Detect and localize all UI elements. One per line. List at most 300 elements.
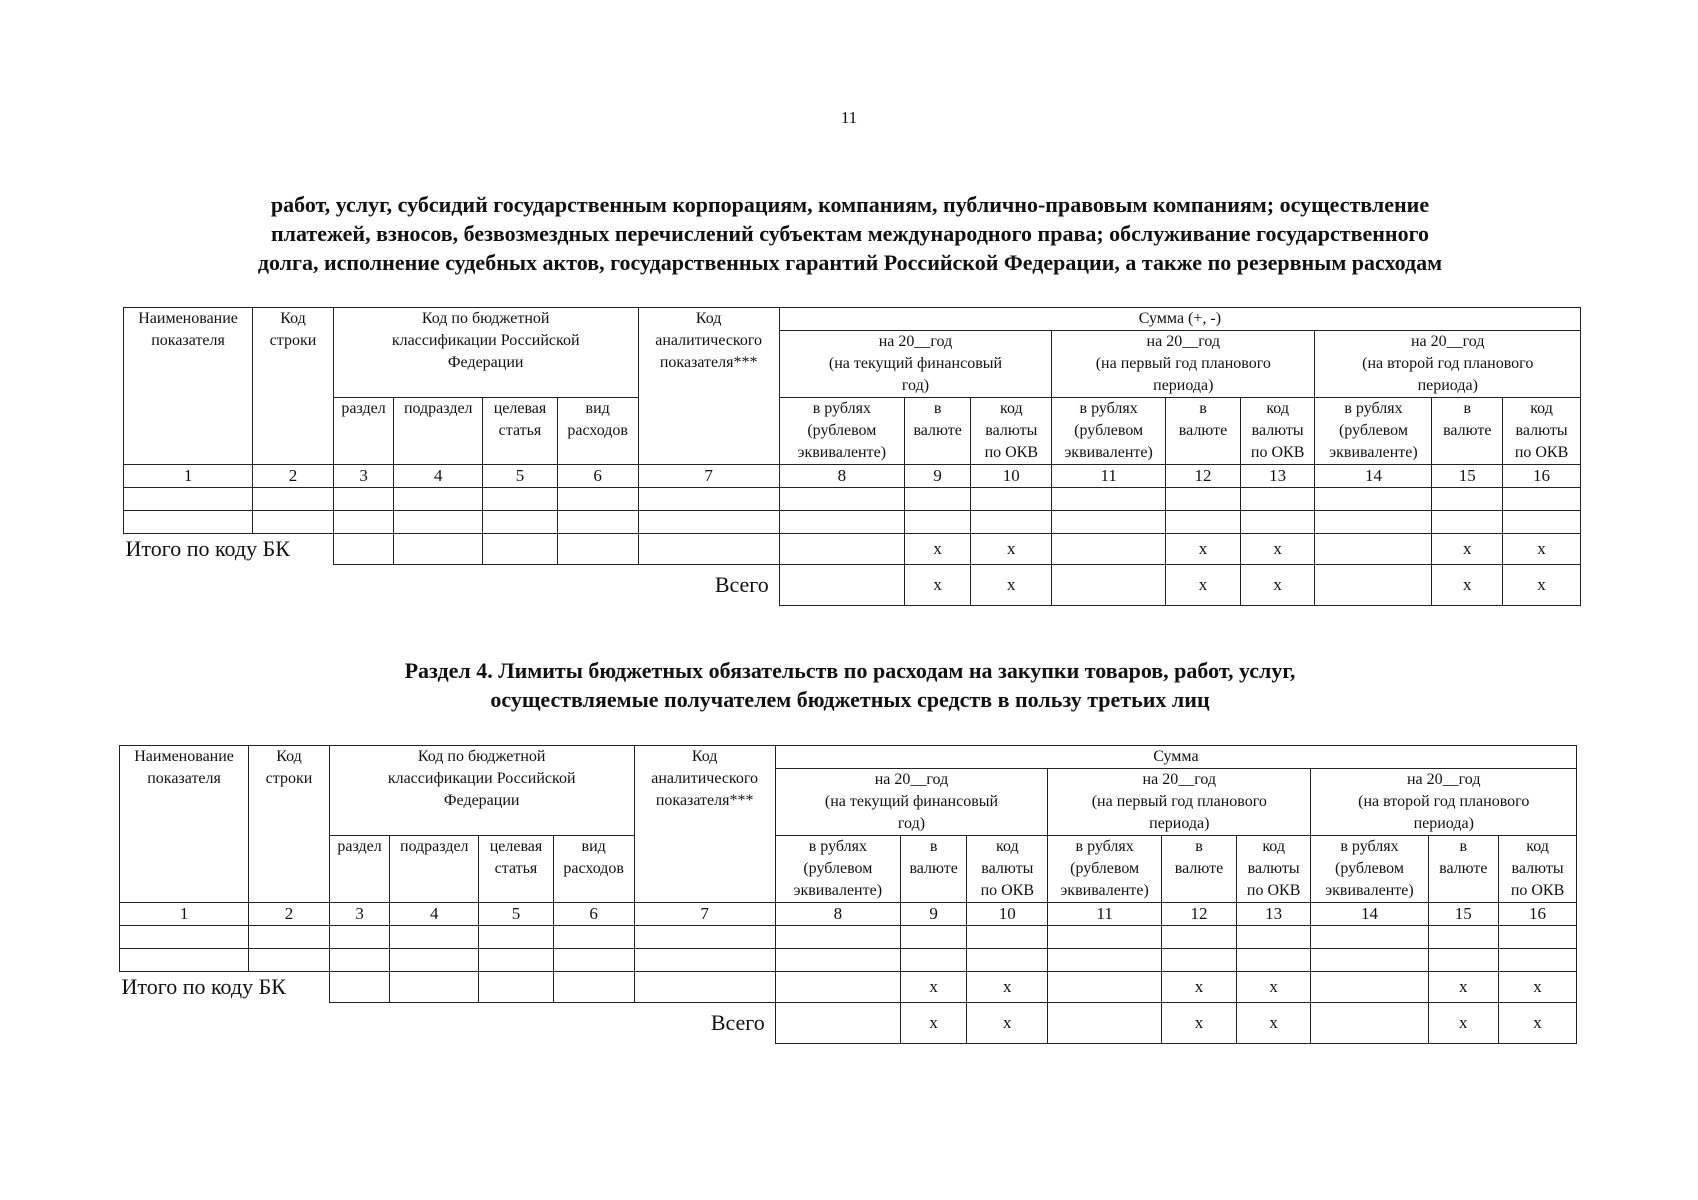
- header-amount-sub-line: по ОКВ: [984, 444, 1039, 461]
- header-year-2-line: периода): [1149, 815, 1210, 832]
- header-amount-sub-line: валюте: [1178, 422, 1228, 439]
- data-cell: [1240, 488, 1315, 511]
- header-row-code: [249, 746, 330, 903]
- data-cell: [634, 949, 775, 972]
- header-amount-sub-line: валюты: [981, 860, 1034, 877]
- data-cell: [634, 926, 775, 949]
- column-number: 8: [775, 903, 900, 926]
- heading-line: осуществляемые получателем бюджетных средств в пользу третьих лиц: [490, 687, 1210, 712]
- header-indicator-name-line: показателя: [147, 770, 221, 787]
- header-sum: Сумма (+, -): [779, 308, 1580, 331]
- column-number: 7: [634, 903, 775, 926]
- data-cell: [390, 949, 479, 972]
- header-year-1-line: год): [897, 815, 926, 832]
- data-cell: [557, 534, 638, 565]
- header-amount-sub: [1311, 836, 1428, 903]
- header-bk-sub: [483, 398, 558, 465]
- column-number: 5: [479, 903, 554, 926]
- data-cell: [1166, 511, 1241, 534]
- data-cell: [1432, 488, 1503, 511]
- header-amount-sub-line: в: [1195, 838, 1203, 855]
- x-mark: x: [967, 1003, 1048, 1044]
- x-mark: x: [1166, 534, 1241, 565]
- section-heading-continued: [110, 190, 1590, 277]
- column-number: 9: [900, 903, 967, 926]
- header-analytic-code: [634, 746, 775, 903]
- column-number: 1: [124, 465, 253, 488]
- header-analytic-code-line: аналитического: [655, 332, 763, 349]
- header-year-3-line: периода): [1417, 377, 1478, 394]
- column-number: 10: [967, 903, 1048, 926]
- header-amount-sub-line: код: [1266, 400, 1289, 417]
- column-number: 13: [1236, 903, 1311, 926]
- header-year-2: [1048, 769, 1311, 836]
- column-number: 12: [1162, 903, 1237, 926]
- header-indicator-name: [124, 308, 253, 465]
- column-number: 6: [553, 903, 634, 926]
- header-bk-sub: [333, 398, 394, 465]
- header-amount-sub-line: эквиваленте): [793, 882, 883, 899]
- header-amount-sub-line: код: [1262, 838, 1285, 855]
- header-bk-code-line: Код по бюджетной: [417, 748, 546, 765]
- header-amount-sub: [775, 836, 900, 903]
- data-cell: [1311, 972, 1428, 1003]
- data-cell: [1162, 926, 1237, 949]
- column-number: 7: [638, 465, 779, 488]
- column-number: 15: [1432, 465, 1503, 488]
- total-by-bk-label: Итого по коду БК: [125, 536, 290, 562]
- header-row-code-line: Код: [276, 748, 302, 765]
- header-amount-sub-line: (рублевом: [807, 422, 877, 439]
- header-analytic-code-line: Код: [695, 310, 722, 327]
- column-number: 3: [329, 903, 390, 926]
- column-number-row: [120, 903, 1577, 926]
- header-amount-sub-line: в рублях: [1340, 838, 1399, 855]
- heading-line: Раздел 4. Лимиты бюджетных обязательств по расходам на закупки товаров, работ, услуг,: [404, 658, 1296, 683]
- header-year-1-line: (на текущий финансовый: [828, 355, 1003, 372]
- data-cell: [483, 534, 558, 565]
- header-amount-sub: [904, 398, 971, 465]
- data-cell: [553, 949, 634, 972]
- header-analytic-code-line: показателя***: [655, 792, 754, 809]
- header-amount-sub-line: по ОКВ: [1250, 444, 1305, 461]
- header-amount-sub-line: валюте: [1439, 860, 1488, 877]
- data-cell: [394, 511, 483, 534]
- column-number: 14: [1311, 903, 1428, 926]
- header-row: [124, 398, 1581, 465]
- header-amount-sub: [1503, 398, 1581, 465]
- header-amount-sub-line: (рублевом: [1070, 860, 1140, 877]
- column-number: 5: [483, 465, 558, 488]
- header-amount-sub-line: валюте: [1174, 860, 1224, 877]
- data-cell: [900, 926, 967, 949]
- header-amount-sub-line: валюты: [1515, 422, 1568, 439]
- data-cell: [779, 488, 904, 511]
- data-cell: [1428, 926, 1499, 949]
- data-cell: [638, 488, 779, 511]
- data-cell: [775, 1003, 900, 1044]
- header-amount-sub-line: в: [1199, 400, 1207, 417]
- x-mark: x: [1240, 565, 1315, 606]
- data-cell: [120, 949, 249, 972]
- data-cell: [1048, 1003, 1162, 1044]
- table-row: [124, 511, 1581, 534]
- data-cell: [483, 488, 558, 511]
- header-bk-sub-line: раздел: [341, 400, 386, 417]
- data-cell: [1048, 926, 1162, 949]
- x-mark: x: [900, 1003, 967, 1044]
- data-cell: [1052, 565, 1166, 606]
- data-cell: [1315, 488, 1432, 511]
- header-bk-sub-line: подраздел: [403, 400, 473, 417]
- x-mark: x: [967, 972, 1048, 1003]
- column-number: 15: [1428, 903, 1499, 926]
- data-cell: [253, 511, 334, 534]
- header-year-3-line: на 20__год: [1406, 771, 1481, 788]
- data-cell: [557, 488, 638, 511]
- x-mark: x: [971, 534, 1052, 565]
- header-amount-sub-line: валюты: [985, 422, 1038, 439]
- header-amount-sub: [1236, 836, 1311, 903]
- header-bk-sub: [557, 398, 638, 465]
- data-cell: [124, 511, 253, 534]
- header-bk-sub-line: раздел: [337, 838, 382, 855]
- data-cell: [390, 926, 479, 949]
- data-cell: [971, 488, 1052, 511]
- data-cell: [1311, 926, 1428, 949]
- data-cell: [479, 926, 554, 949]
- data-cell: [249, 949, 330, 972]
- data-cell: [483, 511, 558, 534]
- header-amount-sub-line: код: [995, 838, 1019, 855]
- header-year-2-line: (на первый год планового: [1091, 793, 1267, 810]
- header-year-3-line: (на второй год планового: [1358, 793, 1530, 810]
- header-amount-sub-line: валюте: [1443, 422, 1492, 439]
- column-number: 13: [1240, 465, 1315, 488]
- header-amount-sub-line: по ОКВ: [1246, 882, 1301, 899]
- x-mark: x: [1432, 534, 1503, 565]
- header-amount-sub: [1166, 398, 1241, 465]
- header-amount-sub: [1315, 398, 1432, 465]
- column-number: 1: [120, 903, 249, 926]
- header-amount-sub: [1162, 836, 1237, 903]
- header-amount-sub-line: эквиваленте): [797, 444, 887, 461]
- header-bk-sub: [479, 836, 554, 903]
- data-cell: [1499, 949, 1577, 972]
- column-number: 10: [971, 465, 1052, 488]
- column-number: 16: [1499, 903, 1577, 926]
- column-number: 4: [390, 903, 479, 926]
- data-cell: [775, 972, 900, 1003]
- header-amount-sub-line: валюты: [1247, 860, 1300, 877]
- header-amount-sub-line: (рублевом: [1074, 422, 1144, 439]
- x-mark: x: [971, 565, 1052, 606]
- data-cell: [1052, 534, 1166, 565]
- column-number: 9: [904, 465, 971, 488]
- data-cell: [1503, 488, 1581, 511]
- data-cell: [779, 565, 904, 606]
- header-amount-sub-line: валюте: [909, 860, 958, 877]
- header-amount-sub: [900, 836, 967, 903]
- header-amount-sub-line: валюте: [913, 422, 962, 439]
- header-indicator-name-line: показателя: [151, 332, 225, 349]
- data-cell: [120, 926, 249, 949]
- heading-line: работ, услуг, субсидий государственным корпорациям, компаниям, публично-правовым компаниям; осуществление: [270, 192, 1430, 217]
- data-cell: [775, 926, 900, 949]
- header-row: [124, 308, 1581, 331]
- total-by-bk-row: [120, 972, 1577, 1003]
- header-row: [120, 746, 1577, 769]
- x-mark: x: [1236, 972, 1311, 1003]
- column-number: 4: [394, 465, 483, 488]
- header-year-2-line: (на первый год планового: [1095, 355, 1271, 372]
- data-cell: [1428, 949, 1499, 972]
- data-cell: [553, 926, 634, 949]
- header-row-code-line: Код: [280, 310, 306, 327]
- data-cell: [329, 972, 390, 1003]
- x-mark: x: [904, 565, 971, 606]
- heading-line: долга, исполнение судебных актов, государственных гарантий Российской Федерации, а также по резервным расходам: [257, 250, 1443, 275]
- data-cell: [553, 972, 634, 1003]
- header-amount-sub-line: эквиваленте): [1064, 444, 1153, 461]
- header-amount-sub: [971, 398, 1052, 465]
- data-cell: [329, 926, 390, 949]
- header-bk-sub-line: целевая: [489, 838, 543, 855]
- header-year-3: [1311, 769, 1577, 836]
- data-cell: [900, 949, 967, 972]
- header-sum: Сумма: [775, 746, 1576, 769]
- header-bk-code-line: классификации Российской: [387, 770, 576, 787]
- column-number: 2: [253, 465, 334, 488]
- header-bk-code-line: Код по бюджетной: [421, 310, 550, 327]
- header-year-3: [1315, 331, 1581, 398]
- header-analytic-code-line: Код: [691, 748, 718, 765]
- column-number: 8: [779, 465, 904, 488]
- data-cell: [1499, 926, 1577, 949]
- data-cell: [638, 534, 779, 565]
- heading-line: платежей, взносов, безвозмездных перечислений субъектам международного права; обслуживание государственного: [270, 221, 1430, 246]
- header-bk-code-line: Федерации: [443, 792, 520, 809]
- data-cell: [394, 488, 483, 511]
- header-year-1-line: на 20__год: [874, 771, 949, 788]
- header-year-3-line: на 20__год: [1410, 333, 1485, 350]
- header-analytic-code-line: аналитического: [651, 770, 759, 787]
- x-mark: x: [1428, 972, 1499, 1003]
- data-cell: [1432, 511, 1503, 534]
- header-amount-sub-line: эквиваленте): [1329, 444, 1418, 461]
- data-cell: [779, 511, 904, 534]
- page-number: 11: [840, 108, 858, 127]
- data-cell: [333, 534, 394, 565]
- x-mark: x: [1499, 972, 1577, 1003]
- table-row: [120, 926, 1577, 949]
- header-amount-sub-line: (рублевом: [1334, 860, 1404, 877]
- x-mark: x: [1162, 1003, 1237, 1044]
- header-year-2-line: периода): [1153, 377, 1214, 394]
- x-mark: x: [1432, 565, 1503, 606]
- data-cell: [253, 488, 334, 511]
- header-amount-sub-line: по ОКВ: [1514, 444, 1569, 461]
- column-number: 2: [249, 903, 330, 926]
- header-amount-sub-line: (рублевом: [803, 860, 873, 877]
- column-number: 11: [1052, 465, 1166, 488]
- data-cell: [333, 511, 394, 534]
- table-row: [120, 949, 1577, 972]
- header-bk-sub: [394, 398, 483, 465]
- header-bk-sub-line: расходов: [567, 422, 628, 439]
- header-bk-code-line: классификации Российской: [391, 332, 580, 349]
- x-mark: x: [1162, 972, 1237, 1003]
- header-bk-sub-line: статья: [498, 422, 542, 439]
- header-amount-sub-line: в рублях: [1075, 838, 1134, 855]
- header-amount-sub-line: по ОКВ: [1510, 882, 1565, 899]
- header-amount-sub-line: в рублях: [1344, 400, 1403, 417]
- header-amount-sub-line: по ОКВ: [980, 882, 1035, 899]
- data-cell: [1240, 511, 1315, 534]
- column-number: 14: [1315, 465, 1432, 488]
- data-cell: [904, 511, 971, 534]
- header-year-1-line: на 20__год: [878, 333, 953, 350]
- header-amount-sub-line: в рублях: [1079, 400, 1138, 417]
- header-amount-sub-line: код: [1530, 400, 1553, 417]
- data-cell: [971, 511, 1052, 534]
- column-number-row: [124, 465, 1581, 488]
- header-bk-sub: [329, 836, 390, 903]
- header-amount-sub-line: код: [999, 400, 1023, 417]
- header-row-code: [253, 308, 334, 465]
- header-amount-sub-line: валюты: [1511, 860, 1564, 877]
- header-amount-sub-line: код: [1526, 838, 1549, 855]
- header-bk-sub-line: вид: [581, 838, 606, 855]
- header-analytic-code-line: показателя***: [659, 354, 758, 371]
- header-bk-sub: [553, 836, 634, 903]
- header-bk-sub-line: вид: [585, 400, 610, 417]
- column-number: 6: [557, 465, 638, 488]
- header-amount-sub-line: валюты: [1251, 422, 1304, 439]
- data-cell: [479, 949, 554, 972]
- header-amount-sub-line: (рублевом: [1338, 422, 1408, 439]
- data-cell: [124, 488, 253, 511]
- data-cell: [638, 511, 779, 534]
- section4-heading: [110, 656, 1590, 714]
- header-year-2-line: на 20__год: [1142, 771, 1217, 788]
- header-bk-code: [329, 746, 634, 836]
- header-amount-sub-line: в: [933, 400, 942, 417]
- data-cell: [1166, 488, 1241, 511]
- header-amount-sub: [1052, 398, 1166, 465]
- total-by-bk-label: Итого по коду БК: [121, 974, 286, 1000]
- data-cell: [1315, 565, 1432, 606]
- header-amount-sub-line: в рублях: [812, 400, 871, 417]
- data-cell: [1048, 972, 1162, 1003]
- header-analytic-code: [638, 308, 779, 465]
- total-by-bk-row: [124, 534, 1581, 565]
- header-amount-sub: [1428, 836, 1499, 903]
- header-amount-sub-line: в: [929, 838, 938, 855]
- header-amount-sub-line: эквиваленте): [1325, 882, 1414, 899]
- data-cell: [904, 488, 971, 511]
- header-bk-sub-line: подраздел: [399, 838, 469, 855]
- header-year-1-line: (на текущий финансовый: [824, 793, 999, 810]
- data-cell: [1315, 534, 1432, 565]
- column-number: 16: [1503, 465, 1581, 488]
- x-mark: x: [1503, 534, 1581, 565]
- data-cell: [1236, 949, 1311, 972]
- header-bk-sub-line: расходов: [563, 860, 624, 877]
- header-year-2-line: на 20__год: [1146, 333, 1221, 350]
- data-cell: [249, 926, 330, 949]
- data-cell: [967, 949, 1048, 972]
- data-cell: [1236, 926, 1311, 949]
- data-cell: [634, 972, 775, 1003]
- x-mark: x: [900, 972, 967, 1003]
- header-amount-sub-line: в: [1459, 838, 1468, 855]
- header-row: [120, 836, 1577, 903]
- header-amount-sub: [779, 398, 904, 465]
- data-cell: [779, 534, 904, 565]
- header-amount-sub-line: в рублях: [808, 838, 867, 855]
- data-cell: [1052, 488, 1166, 511]
- data-cell: [1311, 949, 1428, 972]
- header-amount-sub: [1240, 398, 1315, 465]
- column-number: 12: [1166, 465, 1241, 488]
- table-row: [124, 488, 1581, 511]
- data-cell: [390, 972, 479, 1003]
- data-cell: [479, 972, 554, 1003]
- data-cell: [1162, 949, 1237, 972]
- header-year-3-line: (на второй год планового: [1362, 355, 1534, 372]
- header-indicator-name: [120, 746, 249, 903]
- data-cell: [557, 511, 638, 534]
- x-mark: x: [1503, 565, 1581, 606]
- data-cell: [1048, 949, 1162, 972]
- x-mark: x: [1166, 565, 1241, 606]
- grand-total-row: [120, 1003, 1577, 1044]
- header-bk-sub-line: целевая: [493, 400, 547, 417]
- x-mark: x: [1428, 1003, 1499, 1044]
- header-amount-sub: [1499, 836, 1577, 903]
- header-year-1: [775, 769, 1047, 836]
- data-cell: [333, 488, 394, 511]
- header-bk-code-line: Федерации: [447, 354, 524, 371]
- data-cell: [394, 534, 483, 565]
- header-amount-sub: [967, 836, 1048, 903]
- budget-table-section3: [123, 307, 1581, 606]
- header-year-1-line: год): [901, 377, 930, 394]
- header-bk-code: [333, 308, 638, 398]
- x-mark: x: [1240, 534, 1315, 565]
- header-amount-sub: [1048, 836, 1162, 903]
- x-mark: x: [904, 534, 971, 565]
- header-year-3-line: периода): [1413, 815, 1474, 832]
- header-year-2: [1052, 331, 1315, 398]
- grand-total-label: Всего: [714, 572, 769, 598]
- x-mark: x: [1236, 1003, 1311, 1044]
- grand-total-row: [124, 565, 1581, 606]
- budget-table-section4: [119, 745, 1577, 1044]
- data-cell: [329, 949, 390, 972]
- header-row-code-line: строки: [269, 332, 317, 349]
- grand-total-label: Всего: [710, 1010, 765, 1036]
- column-number: 3: [333, 465, 394, 488]
- header-bk-sub-line: статья: [494, 860, 538, 877]
- x-mark: x: [1499, 1003, 1577, 1044]
- header-row-code-line: строки: [265, 770, 313, 787]
- data-cell: [1503, 511, 1581, 534]
- header-year-1: [779, 331, 1051, 398]
- data-cell: [775, 949, 900, 972]
- header-bk-sub: [390, 836, 479, 903]
